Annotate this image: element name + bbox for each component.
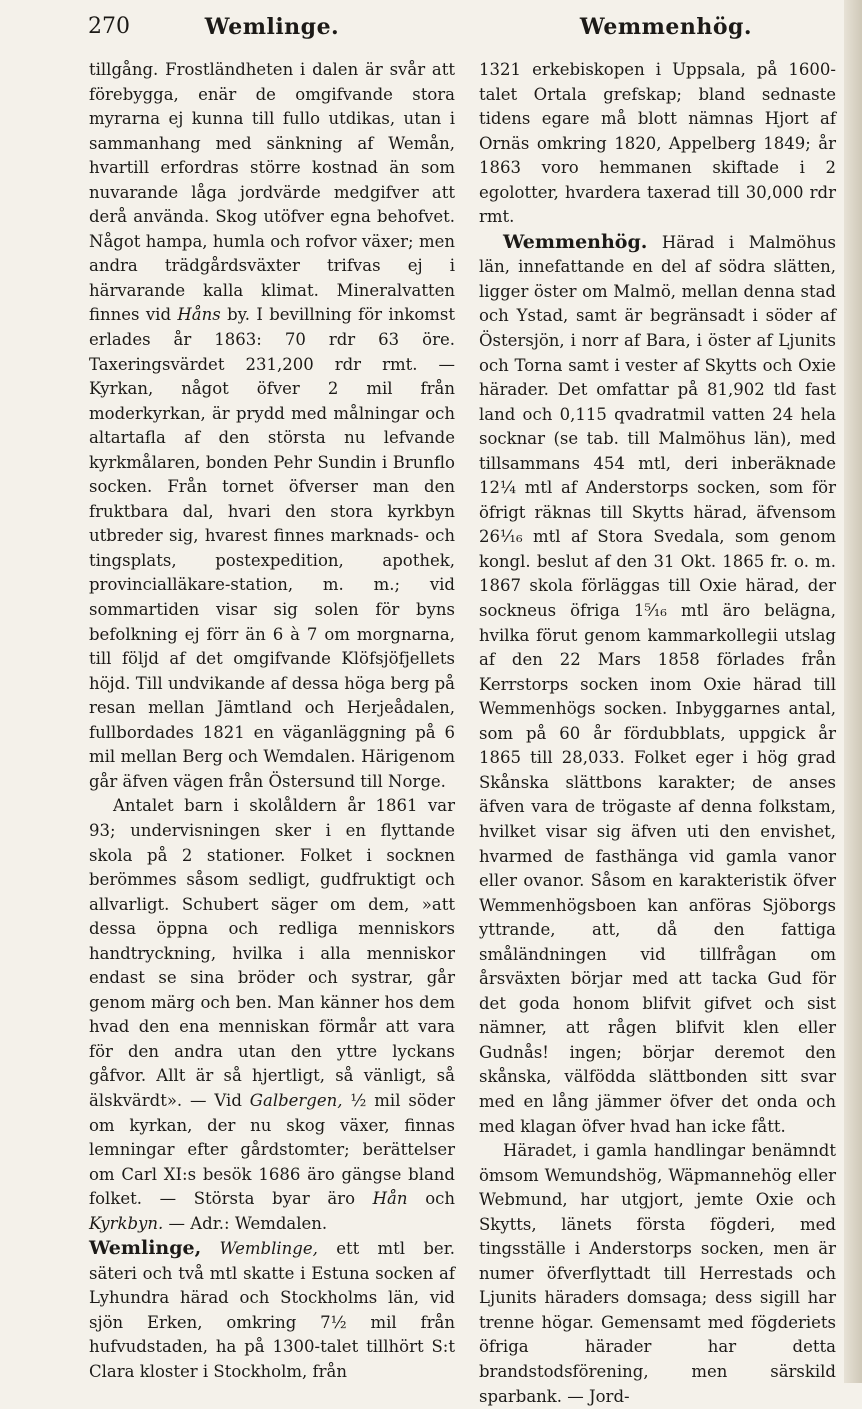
- paragraph-schools: [89, 794, 455, 1236]
- place-name: Kyrkbyn.: [89, 1213, 164, 1233]
- running-header: [88, 14, 850, 42]
- left-running-head: Wemlinge.: [204, 14, 340, 40]
- paragraph-text: — Adr.: Wemdalen.: [168, 1213, 328, 1233]
- paragraph-text: ett mtl ber. säteri och två mtl skatte i Estuna socken af Lyhundra härad och Stockholms län, vid sjön Erken, omkring 7½ mil från hufvudstaden, ha på 1300-talet tillhört S:t Clara kloster i Stockholm, från: [89, 1239, 456, 1381]
- paragraph-haradet: [479, 1139, 836, 1409]
- paragraph-text: Häradet, i gamla handlingar benämndt ömsom Wemundshög, Wäpmannehög eller Webmund, har utgjort, jemte Oxie och Skytts, länets första fögderi, med tingsställe i Anderstorps socken, men är numer öfverflyttadt till Herrestads och Ljunits häraders domsaga; dess sigill har trenne högar. Gemensamt med fögderiets öfriga härader har detta brandstodsförening, men särskild sparbank. — Jord-: [479, 1141, 836, 1406]
- entry-variant: Wemblinge,: [219, 1239, 318, 1259]
- page-number: 270: [88, 14, 130, 39]
- place-name: Hån: [372, 1189, 408, 1209]
- place-name: Håns: [177, 305, 221, 325]
- entry-wemmenhog: [479, 230, 836, 1139]
- right-column: [479, 58, 836, 1409]
- paragraph-text: ½ mil söder om kyrkan, der nu skog växer, finnas lemningar efter gårdstomter; berättelser om Carl XI:s besök 1686 äro gängse bland folket. — Största byar äro: [89, 1090, 455, 1209]
- paragraph-text: by. I bevillning för inkomst erlades år 1863: 70 rdr 63 öre. Taxeringsvärdet 231,200 rdr rmt. — Kyrkan, något öfver 2 mil från moderkyrkan, är prydd med målningar och altartafla af den största nu lefvande kyrkmålaren, bonden Pehr Sundin i Brunflo socken. Från tornet öfverser man den fruktbara dal, hvari den stora kyrkbyn utbreder sig, hvarest finnes marknads- och tingsplats, postexpedition, apothek, provincialläkare-station, m. m.; vid sommartiden visar sig solen för byns befolkning ej förr än 6 à 7 om morgnarna, till följd af det omgifvande Klöfsjöfjellets höjd. Till undvikande af dessa höga berg på resan mellan Jämtland och Herjeådalen, fullbordades 1821 en väganläggning på 6 mil mellan Berg och Wemdalen. Härigenom går äfven vägen från Östersund till Norge.: [89, 305, 456, 791]
- paragraph-text: Härad i Malmöhus län, innefattande en del af södra slätten, ligger öster om Malmö, mellan denna stad och Ystad, samt är begränsadt i söder af Östersjön, i norr af Bara, i öster af Ljunits och Torna samt i vester af Skytts och Oxie härader. Det omfattar på 81,902 tld fast land och 0,115 qvadratmil vatten 24 hela socknar (se tab. till Malmöhus län), med tillsammans 454 mtl, deri inberäknade 12¼ mtl af Anderstorps socken, som för öfrigt räknas till Skytts härad, äfvensom 26¹⁄₁₆ mtl af Stora Svedala, som genom kongl. beslut af den 31 Okt. 1865 fr. o. m. 1867 skola förläggas till Oxie härad, der sockneus öfriga 1⁵⁄₁₆ mtl äro belägna, hvilka förut genom kammarkollegii utslag af den 22 Mars 1858 förlades från Kerrstorps socken inom Oxie härad till Wemmenhögs socken. Inbyggarnes antal, som på 60 år fördubblats, uppgick år 1865 till 28,033. Folket eger i hög grad Skånska slättbons karakter; de anses äfven vara de trögaste af denna folkstam, hvilket visar sig äfven uti den envishet, hvarmed de fasthänga vid gamla vanor eller ovanor. Såsom en karakteristik öfver Wemmenhögsboen kan anföras Sjöborgs yttrande, att, då den fattiga småländningen vid tillfrågan om årsväxten börjar med att tacka Gud för det goda honom blifvit gifvet och sist nämner, att rågen blifvit klen eller Gudnås! ingen; börjar deremot den skånska, välfödda slättbonden sitt svar med en lång jämmer öfver det onda och med klagan öfver hvad han icke fått.: [479, 232, 837, 1136]
- paragraph-ownership: [479, 58, 836, 230]
- page-edge: [844, 0, 862, 1383]
- paragraph-hans: [89, 58, 455, 794]
- entry-headword: Wemmenhög.: [503, 230, 648, 253]
- paragraph-text: och: [425, 1189, 455, 1209]
- place-name: Galbergen,: [249, 1090, 343, 1110]
- right-running-head: Wemmenhög.: [579, 14, 753, 40]
- entry-wemlinge: [89, 1236, 455, 1384]
- paragraph-text: tillgång. Frostländheten i dalen är svår att förebygga, enär de omgifvande stora myrarna ej kunna till fullo utdikas, utan i sammanhang med sänkning af Wemån, hvartill erfordras större kostnad än som nuvarande låga jordvärde medgifver att derå använda. Skog utöfver egna behofvet. Något hampa, humla och rofvor växer; men andra trädgårdsväxter trifvas ej i härvarande kalla klimat. Mineralvatten finnes vid: [89, 60, 455, 325]
- paragraph-text: 1321 erkebiskopen i Uppsala, på 1600-talet Ortala grefskap; bland sednaste tidens egare må blott nämnas Hjort af Ornäs omkring 1820, Appelberg 1849; år 1863 voro hemmanen skiftade i 2 egolotter, hvardera taxerad till 30,000 rdr rmt.: [479, 60, 836, 227]
- paragraph-text: Antalet barn i skolåldern år 1861 var 93; undervisningen sker i en flyttande skola på 2 stationer. Folket i socknen berömmes såsom sedligt, gudfruktigt och allvarligt. Schubert säger om dem, »att dessa öppna och redliga menniskors handtryckning, hvilka i alla menniskor endast se sina bröder och systrar, går genom märg och ben. Man känner hos dem hvad den ena menniskan förmår att vara för den andra utan den yttre lyckans gåfvor. Allt är så hjertligt, så vänligt, så älskvärdt». — Vid: [89, 796, 455, 1110]
- left-column: [89, 58, 455, 1385]
- entry-headword: Wemlinge,: [89, 1237, 202, 1260]
